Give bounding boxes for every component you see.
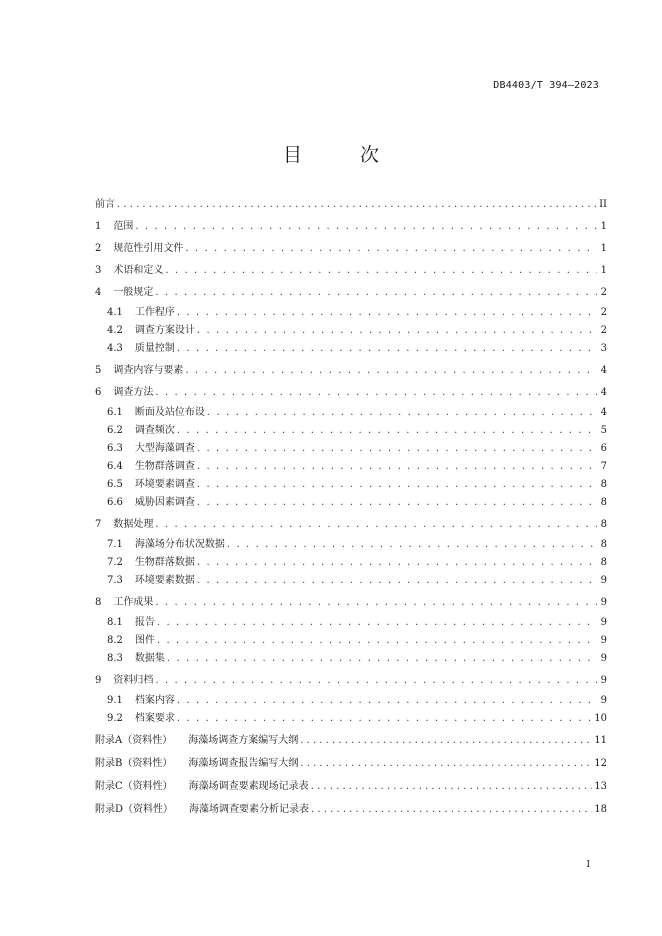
toc-label: 大型海藻调查 bbox=[134, 443, 195, 454]
toc-number: 4 bbox=[95, 287, 102, 298]
page-title: 目 次 bbox=[282, 144, 406, 166]
toc-page: 6 bbox=[600, 443, 607, 454]
toc-leader-dots bbox=[155, 518, 597, 531]
toc-page: 8 bbox=[600, 479, 607, 490]
toc-label: 海藻场分布状况数据 bbox=[134, 539, 225, 550]
toc-subentry[interactable] bbox=[107, 573, 607, 587]
toc-label: 规范性引用文件 bbox=[113, 243, 184, 254]
toc-page: 2 bbox=[600, 307, 607, 318]
toc-subentry[interactable] bbox=[107, 633, 607, 647]
toc-number: 4.2 bbox=[107, 325, 123, 336]
toc-label: 范围 bbox=[113, 221, 134, 232]
toc-page: 9 bbox=[600, 575, 607, 586]
toc-page: 18 bbox=[594, 804, 607, 815]
toc-leader-dots bbox=[197, 324, 597, 337]
toc-leader-dots bbox=[311, 780, 593, 793]
toc-label: 调查内容与要素 bbox=[113, 365, 184, 376]
toc-label: 工作程序 bbox=[134, 307, 175, 318]
toc-subentry[interactable] bbox=[107, 341, 607, 355]
toc-subentry[interactable] bbox=[107, 423, 607, 437]
toc-number: 8.1 bbox=[107, 617, 123, 628]
toc-number: 6.4 bbox=[107, 461, 123, 472]
toc-label: 图件 bbox=[134, 635, 155, 646]
toc-subentry[interactable] bbox=[107, 305, 607, 319]
toc-leader-dots bbox=[165, 264, 597, 277]
toc-label: 工作成果 bbox=[113, 597, 154, 608]
toc-label: 调查方案设计 bbox=[134, 325, 195, 336]
toc-number: 7.2 bbox=[107, 557, 123, 568]
toc-subentry[interactable] bbox=[107, 441, 607, 455]
toc-leader-dots bbox=[155, 596, 597, 609]
toc-leader-dots bbox=[167, 652, 597, 665]
toc-page: 9 bbox=[600, 675, 607, 686]
toc-leader-dots bbox=[155, 386, 597, 399]
toc-page: 9 bbox=[600, 617, 607, 628]
toc-entry-foreword[interactable] bbox=[95, 197, 607, 211]
toc-label: 前言 bbox=[95, 199, 115, 210]
toc-subentry[interactable] bbox=[107, 459, 607, 473]
document-code: DB4403/T 394—2023 bbox=[493, 80, 599, 91]
toc-entry[interactable] bbox=[95, 595, 607, 609]
toc-leader-dots bbox=[185, 242, 597, 255]
toc-number: 6.3 bbox=[107, 443, 123, 454]
toc-page: 12 bbox=[594, 758, 607, 769]
toc-label: 质量控制 bbox=[134, 343, 175, 354]
toc-number: 6.2 bbox=[107, 425, 123, 436]
toc-leader-dots bbox=[177, 342, 597, 355]
toc-number: 7.1 bbox=[107, 539, 123, 550]
toc-subentry[interactable] bbox=[107, 693, 607, 707]
toc-label: 调查方法 bbox=[113, 387, 154, 398]
toc-subentry[interactable] bbox=[107, 537, 607, 551]
toc-leader-dots bbox=[135, 220, 597, 233]
toc-page: 2 bbox=[600, 287, 607, 298]
toc-entry[interactable] bbox=[95, 263, 607, 277]
toc-subentry[interactable] bbox=[107, 405, 607, 419]
toc-number: 9.1 bbox=[107, 695, 123, 706]
toc-page: 10 bbox=[594, 713, 607, 724]
toc-number: 8.2 bbox=[107, 635, 123, 646]
toc-number: 2 bbox=[95, 243, 102, 254]
toc-leader-dots bbox=[227, 538, 597, 551]
toc-number: 6.6 bbox=[107, 497, 123, 508]
toc-appendix-number: 附录A（资料性） bbox=[95, 735, 173, 746]
toc-appendix-entry[interactable] bbox=[95, 733, 607, 747]
toc-label: 海藻场调查方案编写大纲 bbox=[188, 735, 299, 746]
toc-subentry[interactable] bbox=[107, 477, 607, 491]
toc-page: 1 bbox=[600, 221, 607, 232]
toc-number: 6.1 bbox=[107, 407, 123, 418]
toc-number: 9.2 bbox=[107, 713, 123, 724]
toc-number: 7.3 bbox=[107, 575, 123, 586]
toc-number: 6.5 bbox=[107, 479, 123, 490]
toc-subentry[interactable] bbox=[107, 323, 607, 337]
toc-page: 11 bbox=[594, 735, 607, 746]
toc-appendix-entry[interactable] bbox=[95, 756, 607, 770]
toc-page: 2 bbox=[600, 325, 607, 336]
toc-appendix-entry[interactable] bbox=[95, 802, 607, 816]
toc-label: 数据处理 bbox=[113, 519, 154, 530]
toc-label: 海藻场调查要素现场记录表 bbox=[188, 781, 309, 792]
toc-leader-dots bbox=[177, 694, 597, 707]
toc-leader-dots bbox=[197, 556, 597, 569]
toc-number: 9 bbox=[95, 675, 102, 686]
toc-appendix-number: 附录B（资料性） bbox=[95, 758, 173, 769]
toc-leader-dots bbox=[185, 364, 597, 377]
toc-label: 一般规定 bbox=[113, 287, 154, 298]
toc-label: 术语和定义 bbox=[113, 265, 164, 276]
toc-page: 7 bbox=[600, 461, 607, 472]
toc-leader-dots bbox=[311, 803, 592, 816]
toc-subentry[interactable] bbox=[107, 615, 607, 629]
toc-page: 1 bbox=[600, 243, 607, 254]
toc-page: 8 bbox=[600, 497, 607, 508]
toc-label: 环境要素调查 bbox=[134, 479, 195, 490]
toc-number: 8.3 bbox=[107, 653, 123, 664]
toc-number: 5 bbox=[95, 365, 102, 376]
toc-page: 9 bbox=[600, 695, 607, 706]
toc-label: 档案内容 bbox=[134, 695, 175, 706]
toc-leader-dots bbox=[300, 757, 592, 770]
toc-entry[interactable] bbox=[95, 219, 607, 233]
toc-subentry[interactable] bbox=[107, 495, 607, 509]
toc-page: 8 bbox=[600, 519, 607, 530]
toc-label: 海藻场调查要素分析记录表 bbox=[189, 804, 310, 815]
toc-leader-dots bbox=[155, 674, 597, 687]
toc-appendix-number: 附录D（资料性） bbox=[95, 804, 174, 815]
toc-page: 9 bbox=[600, 597, 607, 608]
toc-subentry[interactable] bbox=[107, 651, 607, 665]
toc-entry[interactable] bbox=[95, 385, 607, 399]
toc-entry[interactable] bbox=[95, 241, 607, 255]
toc-label: 环境要素数据 bbox=[134, 575, 195, 586]
toc-leader-dots bbox=[300, 734, 592, 747]
toc-page: 3 bbox=[600, 343, 607, 354]
toc-page: 9 bbox=[600, 635, 607, 646]
toc-entry[interactable] bbox=[95, 517, 607, 531]
toc-leader-dots bbox=[197, 442, 597, 455]
page-number: I bbox=[586, 860, 590, 870]
toc-label: 生物群落调查 bbox=[134, 461, 195, 472]
toc-leader-dots bbox=[117, 198, 597, 211]
toc-leader-dots bbox=[155, 286, 597, 299]
toc-page: 4 bbox=[600, 407, 607, 418]
toc-entry[interactable] bbox=[95, 285, 607, 299]
toc-leader-dots bbox=[177, 424, 597, 437]
toc-page: 4 bbox=[600, 365, 607, 376]
toc-number: 7 bbox=[95, 519, 102, 530]
toc-leader-dots bbox=[177, 306, 597, 319]
toc-number: 6 bbox=[95, 387, 102, 398]
toc-label: 生物群落数据 bbox=[134, 557, 195, 568]
toc-leader-dots bbox=[157, 634, 597, 647]
toc-label: 断面及站位布设 bbox=[134, 407, 205, 418]
toc-page: 5 bbox=[600, 425, 607, 436]
toc-page: 8 bbox=[600, 539, 607, 550]
toc-subentry[interactable] bbox=[107, 555, 607, 569]
toc-label: 数据集 bbox=[134, 653, 165, 664]
toc-leader-dots bbox=[197, 478, 597, 491]
toc-leader-dots bbox=[207, 406, 597, 419]
toc-leader-dots bbox=[197, 460, 597, 473]
toc-page: 8 bbox=[600, 557, 607, 568]
toc-appendix-entry[interactable] bbox=[95, 779, 607, 793]
toc-number: 8 bbox=[95, 597, 102, 608]
toc-number: 4.3 bbox=[107, 343, 123, 354]
toc-page: 13 bbox=[594, 781, 607, 792]
toc-page: 9 bbox=[600, 653, 607, 664]
toc-page: II bbox=[599, 199, 607, 210]
toc-label: 资料归档 bbox=[113, 675, 154, 686]
toc-page: 4 bbox=[600, 387, 607, 398]
toc-leader-dots bbox=[177, 712, 592, 725]
toc-entry[interactable] bbox=[95, 363, 607, 377]
toc-subentry[interactable] bbox=[107, 711, 607, 725]
toc-page: 1 bbox=[600, 265, 607, 276]
toc-entry[interactable] bbox=[95, 673, 607, 687]
toc-label: 调查频次 bbox=[134, 425, 175, 436]
toc-appendix-number: 附录C（资料性） bbox=[95, 781, 173, 792]
toc-label: 档案要求 bbox=[134, 713, 175, 724]
toc-number: 4.1 bbox=[107, 307, 123, 318]
toc-label: 威胁因素调查 bbox=[134, 497, 195, 508]
toc-leader-dots bbox=[197, 574, 597, 587]
toc-leader-dots bbox=[157, 616, 597, 629]
toc-number: 3 bbox=[95, 265, 102, 276]
toc-label: 报告 bbox=[134, 617, 155, 628]
toc-number: 1 bbox=[95, 221, 102, 232]
toc-leader-dots bbox=[197, 496, 597, 509]
toc-label: 海藻场调查报告编写大纲 bbox=[188, 758, 299, 769]
